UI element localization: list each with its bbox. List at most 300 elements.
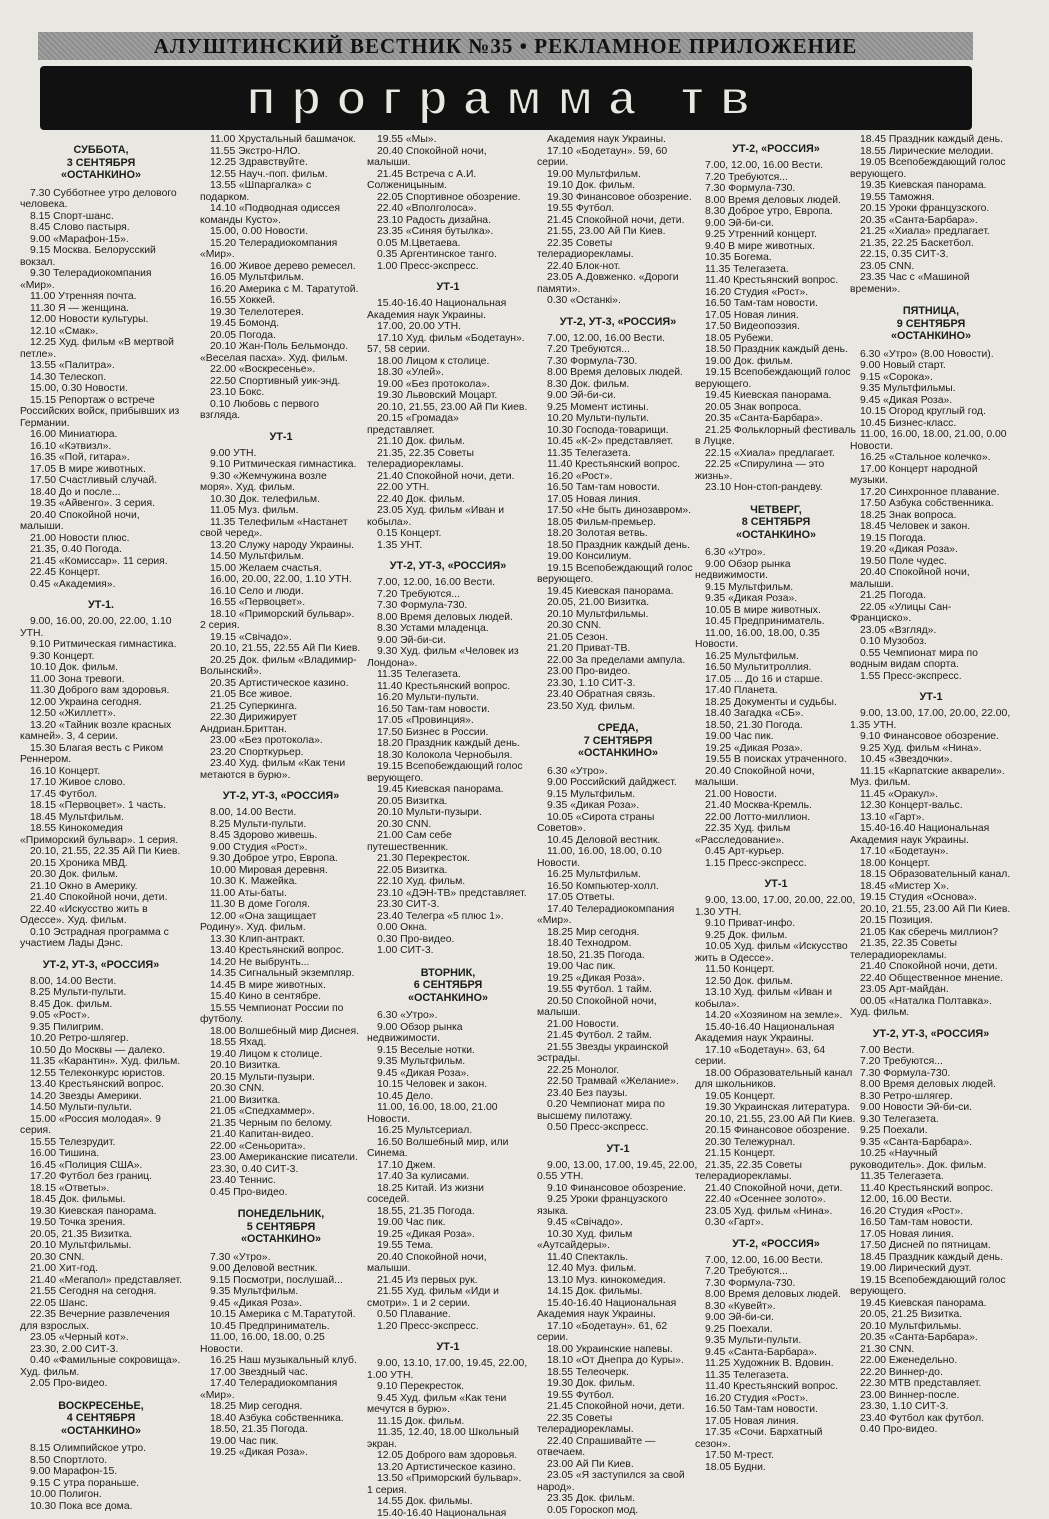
program-item: 15.00, 0.00 Новости. — [200, 226, 362, 238]
program-item: 13.10 Муз. кинокомедия. — [537, 1275, 699, 1287]
program-item: 7.30 Субботнее утро делового человека. — [20, 188, 182, 211]
program-item: 14.15 Док. фильмы. — [537, 1286, 699, 1298]
program-item: 14.45 В мире животных. — [200, 980, 362, 992]
program-item: 18.20 Золотая ветвь. — [537, 528, 699, 540]
program-item: 23.40 Худ. фильм «Как тени метаются в бурю». — [200, 758, 362, 781]
program-item: 10.45 Деловой вестник. — [537, 835, 699, 847]
program-item: 0.30 «Останкі». — [537, 295, 699, 307]
program-item: 23.10 Радость дизайна. — [367, 215, 529, 227]
program-item: 17.00, 20.00 УТН. — [367, 321, 529, 333]
program-item: 22.40 «Осеннее золото». — [695, 1194, 857, 1206]
day-heading — [20, 1400, 182, 1438]
program-item: 10.15 Америка с М.Таратутой. — [200, 1309, 362, 1321]
program-item: 19.15 Студия «Основа». — [850, 892, 1012, 904]
program-item: 17.05 Новая линия. — [695, 310, 857, 322]
program-item: 19.00 Час пик. — [537, 961, 699, 973]
program-item: 17.05 Новая линия. — [695, 1416, 857, 1428]
program-item: 20.15 «Громада» представляет. — [367, 413, 529, 436]
program-item: 19.55 Футбол. — [537, 203, 699, 215]
program-item: 9.15 Посмотри, послушай... — [200, 1275, 362, 1287]
program-item: 16.50 Там-там новости. — [537, 482, 699, 494]
program-item: 0.50 Плавание. — [367, 1309, 529, 1321]
program-item: 17.20 Синхронное плавание. — [850, 487, 1012, 499]
program-item: 6.30 «Утро». — [367, 1010, 529, 1022]
program-item: 8.45 Док. фильм. — [20, 999, 182, 1011]
program-item: 9.35 Мульти-пульти. — [695, 1335, 857, 1347]
program-item: 0.30 «Гарт». — [695, 1217, 857, 1229]
program-item: 21.30 Перекресток. — [367, 853, 529, 865]
program-item: 19.25 «Дикая Роза». — [537, 973, 699, 985]
day-heading — [850, 305, 1012, 343]
program-item: 15.55 Телезрудит. — [20, 1137, 182, 1149]
program-item: 11.00 Зона тревоги. — [20, 674, 182, 686]
program-item: 17.50 Счастливый случай. — [20, 475, 182, 487]
program-item: 22.25 Монолог. — [537, 1065, 699, 1077]
program-item: 10.45 «Звездочки». — [850, 754, 1012, 766]
program-item: 22.00 Еженедельно. — [850, 1355, 1012, 1367]
program-item: 17.40 Телерадиокомпания «Мир». — [200, 1378, 362, 1401]
program-item: 17.10 Худ. фильм «Бодетаун». 57, 58 серии. — [367, 333, 529, 356]
program-item: 20.35 «Санта-Барбара». — [850, 215, 1012, 227]
program-item: 23.05 CNN. — [850, 261, 1012, 273]
program-item: 11.30 В доме Гоголя. — [200, 899, 362, 911]
program-item: 22.35 Худ. фильм «Расследование». — [695, 823, 857, 846]
program-item: 21.40 Спокойной ночи, дети. — [367, 471, 529, 483]
program-item: 20.15 Мульти-пузыри. — [200, 1072, 362, 1084]
program-item: 15.00 «Россия молодая». 9 серия. — [20, 1114, 182, 1137]
program-item: 0.35 Аргентинское танго. — [367, 249, 529, 261]
program-item: 9.00 Российский дайджест. — [537, 777, 699, 789]
program-item: 11.40 Крестьянский вопрос. — [537, 459, 699, 471]
program-item: 13.20 «Тайник возле красных камней». 3, 4 серии. — [20, 720, 182, 743]
channel-heading: УТ-1 — [367, 281, 529, 293]
program-item: 9.15 Москва. Белорусский вокзал. — [20, 245, 182, 268]
program-item: 22.40 Док. фильм. — [367, 494, 529, 506]
program-item: 22.10 Худ. фильм. — [367, 876, 529, 888]
program-item: 9.45 «Санта-Барбара». — [695, 1347, 857, 1359]
program-item: 19.45 Киевская панорама. — [537, 586, 699, 598]
column-3 — [367, 134, 529, 1519]
program-item: 15.40-16.40 Национальная Академия наук Украины. — [537, 1298, 699, 1321]
program-item: 6.30 «Утро» (8.00 Новости). — [850, 349, 1012, 361]
channel-heading: УТ-2, УТ-3, «РОССИЯ» — [850, 1028, 1012, 1040]
day-heading-line: ЧЕТВЕРГ, — [695, 504, 857, 517]
program-item: 9.35 «Дикая Роза». — [537, 800, 699, 812]
program-item: 23.40 Без паузы. — [537, 1088, 699, 1100]
program-item: 9.10 Ритмическая гимнастика. — [20, 639, 182, 651]
program-item: 19.55 «Мы». — [367, 134, 529, 146]
program-item: 10.15 Огород круглый год. — [850, 406, 1012, 418]
program-item: 22.35 Советы телерадиорекламы. — [537, 238, 699, 261]
program-item: 9.00, 16.00, 20.00, 22.00, 1.10 УТН. — [20, 616, 182, 639]
program-item: 13.20 Артистическое казино. — [367, 1462, 529, 1474]
program-item: 0.40 «Фамильные сокровища». Худ. фильм. — [20, 1355, 182, 1378]
channel-heading: УТ-2, «РОССИЯ» — [695, 1238, 857, 1250]
program-item: 8.30 Доброе утро, Европа. — [695, 206, 857, 218]
program-item: 13.55 «Палитра». — [20, 360, 182, 372]
program-item: 12.00 Украина сегодня. — [20, 697, 182, 709]
program-item: 1.15 Пресс-экспресс. — [695, 858, 857, 870]
program-item: 21.05 Как сберечь миллион? — [850, 927, 1012, 939]
program-item: 17.50 «Не быть динозавром». — [537, 505, 699, 517]
day-heading-line: 8 СЕНТЯБРЯ — [695, 516, 857, 529]
program-item: 20.30 CNN. — [367, 819, 529, 831]
program-item: 18.45 Мультфильм. — [20, 812, 182, 824]
program-item: 20.15 Уроки французского. — [850, 203, 1012, 215]
program-item: 21.35, 22.25 Баскетбол. — [850, 238, 1012, 250]
program-item: 16.20 Мульти-пульти. — [367, 692, 529, 704]
program-item: 9.35 Мультфильмы. — [850, 383, 1012, 395]
program-item: 13.40 Крестьянский вопрос. — [20, 1079, 182, 1091]
program-item: 11.35 Телефильм «Настанет свой черед». — [200, 517, 362, 540]
program-item: 16.45 «Полиция США». — [20, 1160, 182, 1172]
channel-heading: УТ-1 — [695, 878, 857, 890]
program-item: 20.30 CNN. — [20, 1252, 182, 1264]
program-item: 20.35 Артистическое казино. — [200, 678, 362, 690]
program-item: 9.10 Приват-инфо. — [695, 918, 857, 930]
program-item: 23.30, 1.10 СИТ-3. — [537, 678, 699, 690]
program-item: 19.35 Киевская панорама. — [850, 180, 1012, 192]
program-item: 18.10 «От Днепра до Куры». — [537, 1355, 699, 1367]
program-item: 20.05, 21.00 Визитка. — [537, 597, 699, 609]
program-item: 17.00 Звездный час. — [200, 1367, 362, 1379]
program-item: 10.45 «К-2» представляет. — [537, 436, 699, 448]
program-item: 18.00 Образовательный канал для школьников. — [695, 1068, 857, 1091]
program-item: 22.40 Спрашивайте — отвечаем. — [537, 1436, 699, 1459]
program-item: 9.00, 13.10, 17.00, 19.45, 22.00, 1.00 УТН. — [367, 1358, 529, 1381]
program-item: 16.25 Мультсериал. — [367, 1125, 529, 1137]
program-item: 20.40 Спокойной ночи, малыши. — [367, 1252, 529, 1275]
program-item: 9.00 Обзор рынка недвижимости. — [367, 1022, 529, 1045]
program-item: 11.35, 12.40, 18.00 Школьный экран. — [367, 1427, 529, 1450]
program-item: 9.00 УТН. — [200, 448, 362, 460]
channel-heading: УТ-2, «РОССИЯ» — [695, 143, 857, 155]
program-item: 9.25 Худ. фильм «Нина». — [850, 743, 1012, 755]
program-item: 13.55 «Шпаргалка» с подарком. — [200, 180, 362, 203]
program-item: 18.50, 21.35 Погода. — [537, 950, 699, 962]
program-item: 11.35 Телегазета. — [695, 264, 857, 276]
program-item: 11.00, 16.00, 18.00, 0.10 Новости. — [537, 846, 699, 869]
program-item: 20.50 Спокойной ночи, малыши. — [537, 996, 699, 1019]
program-item: 18.10 «Приморский бульвар». 2 серия. — [200, 609, 362, 632]
program-item: 6.30 «Утро». — [695, 547, 857, 559]
program-item: 18.45 Человек и закон. — [850, 521, 1012, 533]
program-item: 9.25 Поехали. — [850, 1125, 1012, 1137]
program-item: 23.40 Теннис. — [200, 1175, 362, 1187]
program-item: 9.30 Концерт. — [20, 651, 182, 663]
program-item: 9.10 Ритмическая гимнастика. — [200, 459, 362, 471]
program-item: 21.00 Новости плюс. — [20, 533, 182, 545]
program-item: 20.30 CNN. — [537, 620, 699, 632]
day-heading-line: «ОСТАНКИНО» — [850, 330, 1012, 343]
program-item: 0.00 Окна. — [367, 922, 529, 934]
program-item: 22.30 МТВ представляет. — [850, 1378, 1012, 1390]
program-item: 17.10 «Бодетаун». 63, 64 серии. — [695, 1045, 857, 1068]
day-heading-line: «ОСТАНКИНО» — [695, 529, 857, 542]
program-item: 19.45 Бомонд. — [200, 318, 362, 330]
program-item: 16.20 Студия «Рост». — [850, 1206, 1012, 1218]
program-item: 21.25 «Хиала» предлагает. — [850, 226, 1012, 238]
program-item: 18.40 Загадка «СБ». — [695, 708, 857, 720]
program-item: 21.10 Окно в Америку. — [20, 881, 182, 893]
program-item: 22.25 «Спирулина — это жизнь». — [695, 459, 857, 482]
program-item: 15.40-16.40 Национальная — [367, 1508, 529, 1519]
program-item: 16.50 Там-там новости. — [695, 298, 857, 310]
program-item: 16.10 «Кэтвизл». — [20, 441, 182, 453]
program-item: 23.30, 1.10 СИТ-3. — [850, 1401, 1012, 1413]
program-item: 18.55, 21.35 Погода. — [367, 1206, 529, 1218]
program-item: 0.10 Эстрадная программа с участием Лады Дэнс. — [20, 927, 182, 950]
program-item: 7.20 Требуются... — [850, 1056, 1012, 1068]
program-item: 9.25 Уроки французского языка. — [537, 1194, 699, 1217]
program-item: 0.30 Про-видео. — [367, 934, 529, 946]
program-item: 22.15, 0.35 СИТ-3. — [850, 249, 1012, 261]
program-item: 22.50 Спортивный уик-энд. — [200, 376, 362, 388]
program-item: 20.40 Спокойной ночи, малыши. — [850, 567, 1012, 590]
program-item: 6.30 «Утро». — [537, 766, 699, 778]
program-item: 7.00, 12.00, 16.00 Вести. — [537, 333, 699, 345]
program-item: 15.40-16.40 Национальная Академия наук Украины. — [850, 823, 1012, 846]
program-item: 0.10 Музобоз. — [850, 636, 1012, 648]
program-item: 18.25 Мир сегодня. — [200, 1401, 362, 1413]
program-item: 20.10, 21.55, 23.00 Ай Пи Киев. — [367, 402, 529, 414]
program-item: 18.45 Док. фильмы. — [20, 1194, 182, 1206]
program-item: 21.35, 22.35 Советы телерадиорекламы. — [695, 1160, 857, 1183]
program-item: 9.00 Эй-би-си. — [695, 1312, 857, 1324]
day-heading-line: ПОНЕДЕЛЬНИК, — [200, 1208, 362, 1221]
program-item: 0.55 Чемпионат мира по водным видам спорта. — [850, 648, 1012, 671]
program-item: 15.30 Благая весть с Риком Реннером. — [20, 743, 182, 766]
program-item: 14.20 Не выбрунть... — [200, 957, 362, 969]
program-item: 16.55 Хоккей. — [200, 295, 362, 307]
program-item: 18.25 Мир сегодня. — [537, 927, 699, 939]
program-item: 10.45 Дело. — [367, 1091, 529, 1103]
program-item: 11.35 Телегазета. — [367, 669, 529, 681]
program-item: 21.40 «Мегапол» представляет. — [20, 1275, 182, 1287]
channel-heading: УТ-2, УТ-3, «РОССИЯ» — [200, 790, 362, 802]
program-item: 14.10 «Подводная одиссея команды Кусто». — [200, 203, 362, 226]
program-item: 13.40 Крестьянский вопрос. — [200, 945, 362, 957]
program-item: 8.00, 14.00 Вести. — [20, 976, 182, 988]
program-item: 19.55 Тема. — [367, 1240, 529, 1252]
program-item: 9.45 «Дикая Роза». — [367, 1068, 529, 1080]
day-heading-line: 3 СЕНТЯБРЯ — [20, 157, 182, 170]
program-item: 8.00 Время деловых людей. — [850, 1079, 1012, 1091]
program-item: 21.00 Сам себе путешественник. — [367, 830, 529, 853]
program-item: 0.45 Про-видео. — [200, 1187, 362, 1199]
program-item: 19.15 «Свічадо». — [200, 632, 362, 644]
program-item: 9.30 «Жемчужина возле моря». Худ. фильм. — [200, 471, 362, 494]
program-item: 22.05 Визитка. — [367, 865, 529, 877]
program-item: 0.45 Арт-курьер. — [695, 846, 857, 858]
program-item: 19.55 Таможня. — [850, 192, 1012, 204]
program-item: 12.30 Концерт-вальс. — [850, 800, 1012, 812]
program-item: 11.00 Хрустальный башмачок. — [200, 134, 362, 146]
program-item: 23.30 СИТ-3. — [367, 899, 529, 911]
program-item: 11.30 Я — женщина. — [20, 303, 182, 315]
program-item: 12.55 Науч.-поп. фильм. — [200, 169, 362, 181]
program-item: 21.40 Спокойной ночи, дети. — [850, 961, 1012, 973]
program-item: 23.00 Американские писатели. — [200, 1152, 362, 1164]
program-item: 11.15 «Карпатские акварели». Муз. фильм. — [850, 766, 1012, 789]
program-item: 21.45 Спокойной ночи, дети. — [537, 1401, 699, 1413]
program-item: 9.25 Утренний концерт. — [695, 229, 857, 241]
program-item: 20.10 Визитка. — [200, 1060, 362, 1072]
program-item: 1.00 СИТ-3. — [367, 945, 529, 957]
program-item: 16.50 Там-там новости. — [850, 1217, 1012, 1229]
program-item: 9.35 Пилигрим. — [20, 1022, 182, 1034]
program-item: 15.20 Телерадиокомпания «Мир». — [200, 238, 362, 261]
program-item: 0.15 Концерт. — [367, 528, 529, 540]
program-item: 10.05 В мире животных. — [695, 605, 857, 617]
program-item: 21.30 CNN. — [850, 1344, 1012, 1356]
channel-heading: УТ-1 — [200, 431, 362, 443]
program-item: 9.05 «Рост». — [20, 1010, 182, 1022]
program-item: 7.00, 12.00, 16.00 Вести. — [695, 1255, 857, 1267]
program-item: 9.00 Эй-би-си. — [537, 390, 699, 402]
program-item: 21.40 Спокойной ночи, дети. — [695, 1183, 857, 1195]
program-item: 23.05 «Взгляд». — [850, 625, 1012, 637]
program-item: 8.30 Док. фильм. — [537, 379, 699, 391]
program-item: 7.30 «Утро». — [200, 1252, 362, 1264]
program-item: 19.00 Лирический дуэт. — [850, 1263, 1012, 1275]
program-item: 23.35 Док. фильм. — [537, 1493, 699, 1505]
program-item: 19.00 Мультфильм. — [537, 169, 699, 181]
program-item: Академия наук Украины. — [537, 134, 699, 146]
program-item: 12.50 Док. фильм. — [695, 976, 857, 988]
channel-heading: УТ-1 — [537, 1143, 699, 1155]
program-item: 20.05 Визитка. — [367, 796, 529, 808]
day-heading-line: ВОСКРЕСЕНЬЕ, — [20, 1400, 182, 1413]
program-item: 9.15 Веселые нотки. — [367, 1045, 529, 1057]
channel-heading: УТ-2, УТ-3, «РОССИЯ» — [20, 959, 182, 971]
program-item: 0.50 Пресс-экспресс. — [537, 1122, 699, 1134]
program-item: 1.35 УНТ. — [367, 540, 529, 552]
program-item: 12.00, 16.00 Вести. — [850, 1194, 1012, 1206]
program-item: 7.30 Формула-730. — [695, 1278, 857, 1290]
program-item: 20.05 Погода. — [200, 330, 362, 342]
program-item: 12.25 Здравствуйте. — [200, 157, 362, 169]
program-item: 21.25 Погода. — [850, 590, 1012, 602]
program-item: 22.00 «Воскресенье». — [200, 364, 362, 376]
day-heading — [537, 722, 699, 760]
program-item: 9.35 «Санта-Барбара». — [850, 1137, 1012, 1149]
tv-program-banner — [40, 66, 972, 130]
program-item: 14.30 Телескоп. — [20, 372, 182, 384]
program-item: 20.10 Мультфильмы. — [850, 1321, 1012, 1333]
program-item: 22.05 Шанс. — [20, 1298, 182, 1310]
program-item: 7.20 Требуются... — [695, 172, 857, 184]
program-item: 19.30 Док. фильм. — [537, 1378, 699, 1390]
program-item: 20.15 Позиция. — [850, 915, 1012, 927]
program-item: 22.50 Трамвай «Желание». — [537, 1076, 699, 1088]
program-item: 23.00 «Без протокола». — [200, 735, 362, 747]
channel-heading: УТ-1 — [850, 691, 1012, 703]
program-item: 18.05 Будни. — [695, 1462, 857, 1474]
program-item: 12.05 Доброго вам здоровья. — [367, 1450, 529, 1462]
program-item: 9.25 Поехали. — [695, 1324, 857, 1336]
program-item: 21.05 Все живое. — [200, 689, 362, 701]
program-item: 19.15 Всепобеждающий голос верующего. — [695, 367, 857, 390]
program-item: 9.35 «Дикая Роза». — [695, 593, 857, 605]
program-item: 21.55 Звезды украинской эстрады. — [537, 1042, 699, 1065]
program-item: 20.35 «Санта-Барбара». — [850, 1332, 1012, 1344]
program-item: 20.05 Знак вопроса. — [695, 402, 857, 414]
program-item: 19.35 «Айвенго». 3 серия. — [20, 498, 182, 510]
program-item: 19.25 «Дикая Роза». — [367, 1229, 529, 1241]
program-item: 7.20 Требуются... — [695, 1266, 857, 1278]
program-item: 8.00 Время деловых людей. — [695, 195, 857, 207]
program-item: 19.00 Док. фильм. — [695, 356, 857, 368]
program-item: 9.35 Мультфильм. — [367, 1056, 529, 1068]
program-item: 11.40 Крестьянский вопрос. — [695, 275, 857, 287]
program-item: 7.00, 12.00, 16.00 Вести. — [367, 577, 529, 589]
program-item: 9.00, 13.00, 17.00, 19.45, 22.00, 0.55 УТН. — [537, 1160, 699, 1183]
program-item: 23.50 Худ. фильм. — [537, 701, 699, 713]
program-item: 11.00, 16.00, 18.00, 0.35 Новости. — [695, 628, 857, 651]
program-item: 13.50 «Приморский бульвар». 1 серия. — [367, 1473, 529, 1496]
program-item: 17.05 Новая линия. — [850, 1229, 1012, 1241]
program-item: 16.20 Студия «Рост». — [695, 287, 857, 299]
program-item: 21.35, 0.40 Погода. — [20, 544, 182, 556]
program-item: 8.15 Спорт-шанс. — [20, 211, 182, 223]
program-item: 21.35 Черным по белому. — [200, 1118, 362, 1130]
program-item: 23.05 Арт-майдан. — [850, 984, 1012, 996]
program-item: 2.05 Про-видео. — [20, 1378, 182, 1390]
program-item: 00.05 «Наталка Полтавка». Худ. фильм. — [850, 996, 1012, 1019]
program-item: 16.00 Миниатюра. — [20, 429, 182, 441]
program-item: 17.05 Новая линия. — [537, 494, 699, 506]
channel-heading: УТ-2, УТ-3, «РОССИЯ» — [537, 316, 699, 328]
masthead: АЛУШТИНСКИЙ ВЕСТНИК №35 • РЕКЛАМНОЕ ПРИЛОЖЕНИЕ — [38, 32, 973, 60]
program-item: 12.25 Худ. фильм «В мертвой петле». — [20, 337, 182, 360]
day-heading-line: «ОСТАНКИНО» — [537, 747, 699, 760]
program-item: 21.40 Москва-Кремль. — [695, 800, 857, 812]
program-item: 9.45 «Дикая Роза». — [850, 395, 1012, 407]
program-item: 16.50 Компьютер-холл. — [537, 881, 699, 893]
program-item: 23.40 Телегра «5 плюс 1». — [367, 911, 529, 923]
program-item: 17.00 Концерт народной музыки. — [850, 464, 1012, 487]
program-item: 9.15 Мультфильм. — [537, 789, 699, 801]
program-item: 18.20 Праздник каждый день. — [367, 738, 529, 750]
program-item: 21.40 Спокойной ночи, дети. — [20, 892, 182, 904]
program-item: 16.00 Живое дерево ремесел. — [200, 261, 362, 273]
program-item: 9.00 Обзор рынка недвижимости. — [695, 559, 857, 582]
program-item: 10.45 Предприниматель. — [200, 1321, 362, 1333]
program-item: 11.55 Экстро-НЛО. — [200, 146, 362, 158]
day-heading — [695, 504, 857, 542]
program-item: 9.25 Момент истины. — [537, 402, 699, 414]
program-item: 13.30 Клип-антракт. — [200, 934, 362, 946]
program-item: 9.00, 13.00, 17.00, 20.00, 22.00, 1.30 УТН. — [695, 895, 857, 918]
program-item: 22.45 Концерт. — [20, 567, 182, 579]
program-item: 21.00 Визитка. — [200, 1095, 362, 1107]
day-heading-line: 7 СЕНТЯБРЯ — [537, 735, 699, 748]
program-item: 8.15 Олимпийское утро. — [20, 1443, 182, 1455]
program-item: 7.00, 12.00, 16.00 Вести. — [695, 160, 857, 172]
program-item: 21.00 Новости. — [537, 1019, 699, 1031]
program-item: 19.05 Всепобеждающий голос верующего. — [850, 157, 1012, 180]
program-item: 21.25 Фольклорный фестиваль в Луцке. — [695, 425, 857, 448]
day-heading-line: «ОСТАНКИНО» — [20, 1425, 182, 1438]
program-item: 9.30 Доброе утро, Европа. — [200, 853, 362, 865]
program-item: 16.25 «Стальное колечко». — [850, 452, 1012, 464]
program-item: 12.00 «Она защищает Родину». Худ. фильм. — [200, 911, 362, 934]
program-item: 16.00, 20.00, 22.00, 1.10 УТН. — [200, 574, 362, 586]
program-item: 20.10 Мультфильмы. — [20, 1240, 182, 1252]
program-item: 21.35, 22.35 Советы телерадиорекламы. — [367, 448, 529, 471]
day-heading-line: ВТОРНИК, — [367, 967, 529, 980]
